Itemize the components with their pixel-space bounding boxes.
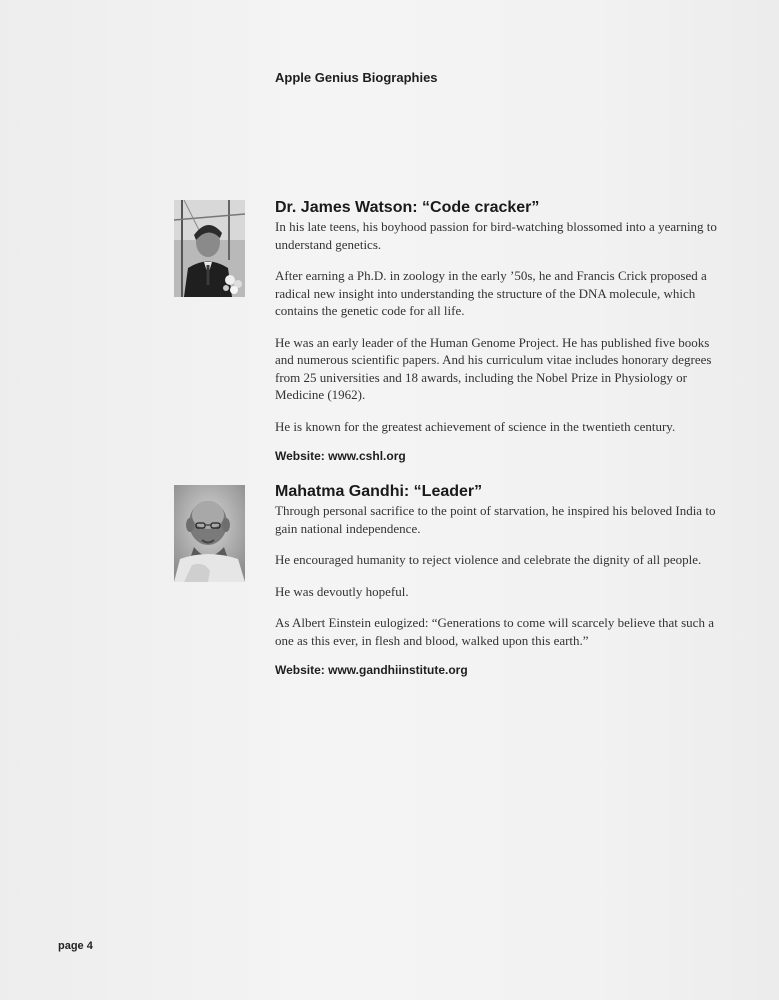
bio-paragraph: As Albert Einstein eulogized: “Generations to come will scarcely believe that such a one as this ever, in flesh and blood, walked upon this earth.”: [275, 615, 714, 648]
bio-watson: [275, 198, 725, 466]
bio-gandhi: [275, 482, 725, 680]
bio-paragraph: He is known for the greatest achievement of science in the twentieth century.: [275, 418, 676, 434]
bio-paragraph: He encouraged humanity to reject violence and celebrate the dignity of all people.: [275, 552, 702, 567]
bio-paragraph: In his late teens, his boyhood passion for bird-watching blossomed into a yearning to understand genetics.: [275, 219, 717, 252]
bio-website: Website: www.gandhiinstitute.org: [275, 663, 468, 677]
bio-website: Website: www.cshl.org: [275, 449, 406, 463]
bio-paragraph: After earning a Ph.D. in zoology in the early ’50s, he and Francis Crick proposed a radical new insight into understanding the structure of the DNA molecule, which contains the genetic code for all life.: [275, 268, 707, 318]
bio-paragraph: He was an early leader of the Human Genome Project. He has published five books and numerous scientific papers. And his curriculum vitae includes honorary degrees from 25 universities and 18 awards, including the Nobel Prize in Physiology or Medicine (1962).: [275, 334, 712, 402]
page-number: page 4: [58, 940, 93, 952]
bio-paragraph: Through personal sacrifice to the point of starvation, he inspired his beloved India to gain national independence.: [275, 503, 716, 536]
page-header: Apple Genius Biographies: [275, 70, 438, 85]
bio-paragraph: He was devoutly hopeful.: [275, 583, 409, 599]
watson-photo: [174, 200, 245, 297]
bio-heading: Dr. James Watson: “Code cracker”: [275, 199, 540, 216]
gandhi-photo: [174, 485, 245, 582]
bio-heading: Mahatma Gandhi: “Leader”: [275, 483, 483, 500]
